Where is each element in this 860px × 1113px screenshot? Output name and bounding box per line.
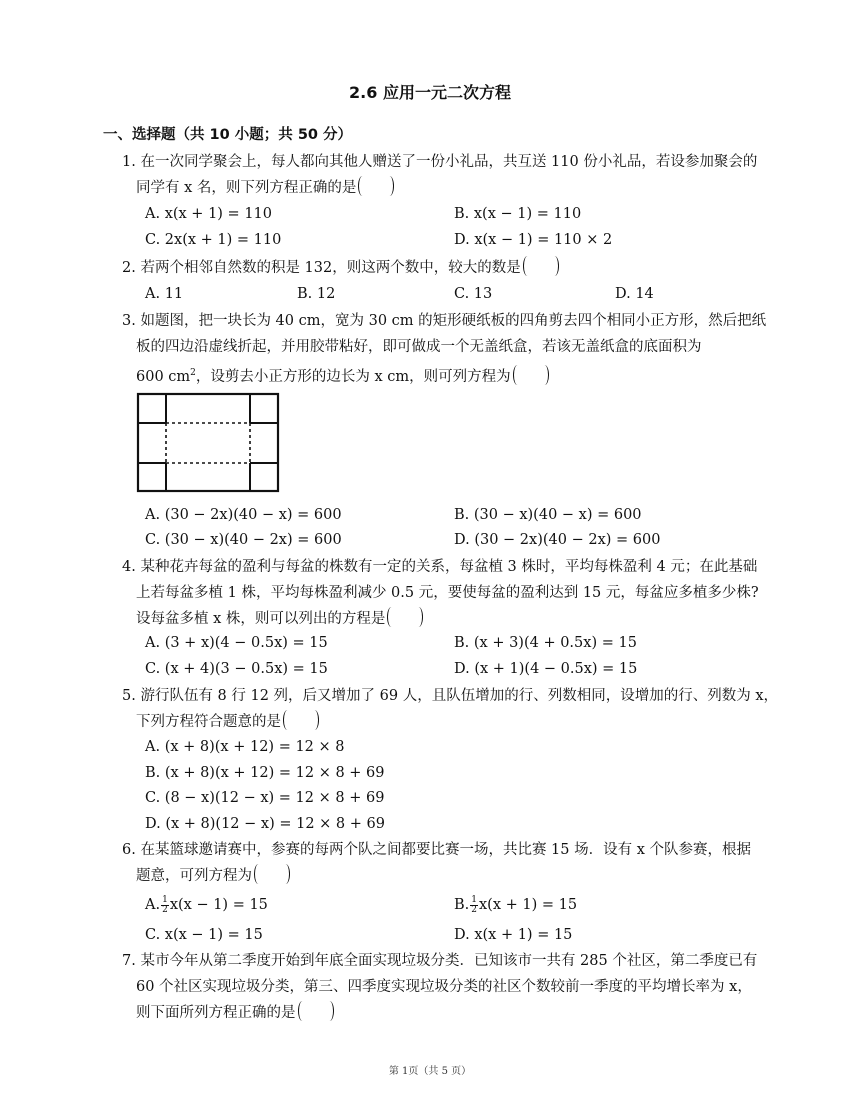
q2-stem: 2. 若两个相邻自然数的积是 132，则这两个数中，较大的数是 xyxy=(122,260,521,276)
cardboard-diagram xyxy=(136,392,281,494)
q7-stem: 则下面所列方程正确的是 xyxy=(136,1005,296,1021)
q3-stem: ，设剪去小正方形的边长为 x cm，则可列方程为 xyxy=(195,368,511,385)
q4-line-2: 上若每盆多植 1 株，平均每株盈利减少 0.5 元，要使每盆的盈利达到 15 元，每盆应多植多少株? xyxy=(136,585,759,601)
q3-area: 600 cm xyxy=(136,368,191,385)
q1-option-b: B. x(x − 1) = 110 xyxy=(454,206,582,222)
fraction-denominator: 2 xyxy=(162,904,168,915)
answer-blank xyxy=(358,178,394,194)
answer-blank xyxy=(298,1003,334,1019)
q3-line-1: 3. 如题图，把一块长为 40 cm，宽为 30 cm 的矩形硬纸板的四角剪去四个相同小正方形，然后把纸 xyxy=(122,313,767,329)
q6-option-a-expression: x(x − 1) = 15 xyxy=(169,897,268,913)
answer-blank xyxy=(283,712,319,728)
q6-option-c: C. x(x − 1) = 15 xyxy=(145,927,263,943)
q1-option-c: C. 2x(x + 1) = 110 xyxy=(145,232,282,248)
q3-option-a: A. (30 − 2x)(40 − x) = 600 xyxy=(145,507,342,523)
q5-line-1: 5. 游行队伍有 8 行 12 列，后又增加了 69 人，且队伍增加的行、列数相同，设增加的行、列数为 x， xyxy=(122,688,779,704)
q4-line-1: 4. 某种花卉每盆的盈利与每盆的株数有一定的关系，每盆植 3 株时，平均每株盈利 4 元；在此基础 xyxy=(122,559,758,575)
q5-option-a: A. (x + 8)(x + 12) = 12 × 8 xyxy=(145,739,345,755)
q2-option-b: B. 12 xyxy=(297,286,336,302)
q1-option-a: A. x(x + 1) = 110 xyxy=(145,206,272,222)
fraction xyxy=(470,896,478,915)
q4-option-c: C. (x + 4)(3 − 0.5x) = 15 xyxy=(145,661,328,677)
q5-stem: 下列方程符合题意的是 xyxy=(136,714,281,730)
q4-option-a: A. (3 + x)(4 − 0.5x) = 15 xyxy=(145,635,328,651)
q4-option-d: D. (x + 1)(4 − 0.5x) = 15 xyxy=(454,661,638,677)
q4-line-3 xyxy=(136,609,423,629)
q4-option-b: B. (x + 3)(4 + 0.5x) = 15 xyxy=(454,635,637,651)
fraction xyxy=(161,896,169,915)
q2-option-d: D. 14 xyxy=(615,286,654,302)
q6-line-2 xyxy=(136,866,290,886)
q1-stem: 同学有 x 名，则下列方程正确的是 xyxy=(136,180,357,196)
fraction-numerator: 1 xyxy=(471,894,477,905)
q5-option-d: D. (x + 8)(12 − x) = 12 × 8 + 69 xyxy=(145,816,385,832)
q3-option-b: B. (30 − x)(40 − x) = 600 xyxy=(454,507,642,523)
q1-line-2 xyxy=(136,178,394,198)
q7-line-2: 60 个社区实现垃圾分类，第三、四季度实现垃圾分类的社区个数较前一季度的平均增长率为 x， xyxy=(136,979,752,995)
q6-option-d: D. x(x + 1) = 15 xyxy=(454,927,573,943)
page-footer: 第 1页（共 5 页） xyxy=(388,1066,472,1077)
q3-area-exponent: 2 xyxy=(190,368,196,378)
q6-option-b-letter: B. xyxy=(454,897,470,913)
q7-line-1: 7. 某市今年从第二季度开始到年底全面实现垃圾分类．已知该市一共有 285 个社区，第二季度已有 xyxy=(122,953,758,969)
q2-line-1 xyxy=(122,258,559,278)
page-title: 2.6 应用一元二次方程 xyxy=(349,83,511,102)
q7-line-3 xyxy=(136,1003,334,1023)
q4-stem: 设每盆多植 x 株，则可以列出的方程是 xyxy=(136,611,386,627)
q3-line-2: 板的四边沿虚线折起，并用胶带粘好，即可做成一个无盖纸盒，若该无盖纸盒的底面积为 xyxy=(136,339,702,355)
q3-line-3 xyxy=(136,363,549,387)
q6-option-b xyxy=(454,895,577,915)
answer-blank xyxy=(513,367,549,383)
q1-line-1: 1. 在一次同学聚会上，每人都向其他人赠送了一份小礼品，共互送 110 份小礼品，若设参加聚会的 xyxy=(122,154,758,170)
q2-option-a: A. 11 xyxy=(145,286,184,302)
section-heading: 一、选择题（共 10 小题；共 50 分） xyxy=(103,127,353,143)
q1-option-d: D. x(x − 1) = 110 × 2 xyxy=(454,232,613,248)
answer-blank xyxy=(523,258,559,274)
fraction-denominator: 2 xyxy=(471,904,477,915)
q5-option-c: C. (8 − x)(12 − x) = 12 × 8 + 69 xyxy=(145,790,385,806)
answer-blank xyxy=(254,866,290,882)
q5-line-2 xyxy=(136,712,319,732)
q5-option-b: B. (x + 8)(x + 12) = 12 × 8 + 69 xyxy=(145,765,385,781)
q3-option-d: D. (30 − 2x)(40 − 2x) = 600 xyxy=(454,532,661,548)
q3-option-c: C. (30 − x)(40 − 2x) = 600 xyxy=(145,532,342,548)
fraction-numerator: 1 xyxy=(162,894,168,905)
q6-stem: 题意，可列方程为 xyxy=(136,868,252,884)
q6-option-a xyxy=(145,895,268,915)
q2-option-c: C. 13 xyxy=(454,286,493,302)
answer-blank xyxy=(387,609,423,625)
q6-option-a-letter: A. xyxy=(145,897,161,913)
q6-option-b-expression: x(x + 1) = 15 xyxy=(479,897,578,913)
q6-line-1: 6. 在某篮球邀请赛中，参赛的每两个队之间都要比赛一场，共比赛 15 场．设有 x 个队参赛，根据 xyxy=(122,842,752,858)
